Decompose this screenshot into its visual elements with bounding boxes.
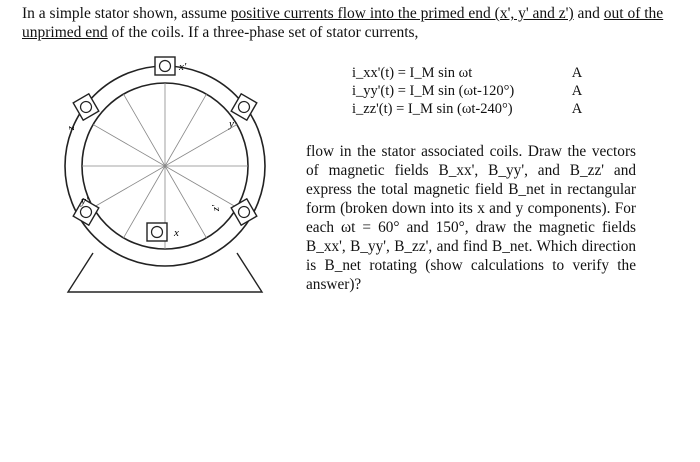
coil-y: [231, 94, 257, 120]
unit-a: A: [571, 83, 583, 99]
coil-x: [147, 223, 167, 241]
intro-underlined-1: positive currents flow into the primed end (x', y' and z'): [230, 5, 574, 22]
intro-text-2: and: [573, 5, 604, 22]
current-equations: [352, 64, 584, 118]
problem-question: flow in the stator associated coils. Draw the vectors of magnetic fields B_xx', B_yy', and B_zz' and express the total magnetic field B_net in rectangular form (broken down into its x and y components). For each ωt = 60° and 150°, draw the magnetic fields B_xx', B_yy', B_zz', and find B_net. Which direction is B_net rotating (show calculations to verify the answer)?: [306, 143, 636, 293]
unit-a: A: [571, 65, 583, 81]
intro-text-1: In a simple stator shown, assume: [22, 5, 231, 22]
equation-zz: i_zz'(t) = I_M sin (ωt-240°): [352, 101, 513, 117]
equation-row: [352, 100, 584, 118]
equation-row: [352, 64, 584, 82]
coil-z: [73, 94, 99, 120]
stator-stand: [68, 253, 262, 292]
coil-z-prime: [231, 199, 257, 225]
equation-row: [352, 82, 584, 100]
coil-x-prime: [155, 57, 175, 75]
coil-label-y-prime: y': [81, 195, 89, 207]
coil-label-y: y: [229, 118, 234, 130]
coil-label-x-prime: x': [179, 61, 187, 73]
coil-label-x: x: [174, 227, 179, 239]
stator-figure: [48, 48, 300, 302]
intro-underlined-2: out of the unprimed end: [22, 5, 664, 41]
unit-a: A: [571, 101, 583, 117]
equation-yy: i_yy'(t) = I_M sin (ωt-120°): [352, 83, 515, 99]
equation-xx: i_xx'(t) = I_M sin ωt: [352, 65, 473, 81]
coil-label-z: z: [66, 126, 77, 130]
intro-text-3: of the coils. If a three-phase set of stator currents,: [107, 24, 419, 41]
coil-label-z-prime: z': [211, 204, 222, 211]
problem-intro: [22, 4, 682, 42]
